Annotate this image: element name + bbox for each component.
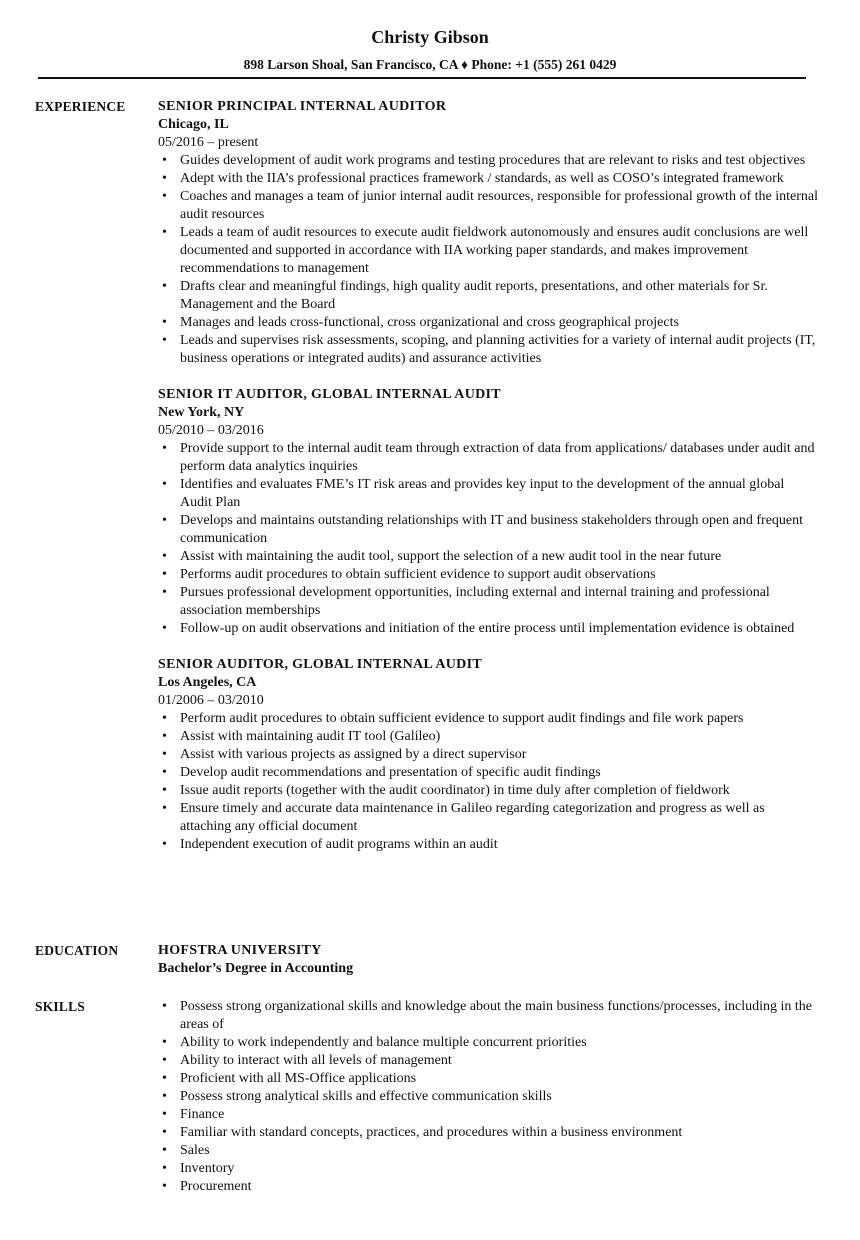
header-divider	[38, 77, 806, 79]
job-title: SENIOR IT AUDITOR, GLOBAL INTERNAL AUDIT	[158, 387, 501, 402]
skill-item: • Finance	[158, 1106, 818, 1124]
job-bullets	[158, 440, 818, 638]
degree: Bachelor’s Degree in Accounting	[158, 961, 354, 976]
job-title: SENIOR AUDITOR, GLOBAL INTERNAL AUDIT	[158, 657, 482, 672]
experience-heading: EXPERIENCE	[35, 99, 126, 114]
job-bullet: • Drafts clear and meaningful findings, high quality audit reports, presentations, and other materials for Sr. Management and the Board	[158, 278, 818, 314]
job-bullet: • Identifies and evaluates FME’s IT risk areas and provides key input to the development of the annual global Audit Plan	[158, 476, 818, 512]
job-bullet: • Guides development of audit work programs and testing procedures that are relevant to risks and test objectives	[158, 152, 818, 170]
job-bullet: • Performs audit procedures to obtain sufficient evidence to support audit observations	[158, 566, 818, 584]
education-heading: EDUCATION	[35, 943, 119, 958]
job-bullets	[158, 710, 818, 854]
skill-item: • Familiar with standard concepts, practices, and procedures within a business environment	[158, 1124, 818, 1142]
skill-item: • Possess strong analytical skills and effective communication skills	[158, 1088, 818, 1106]
skill-item: • Procurement	[158, 1178, 818, 1196]
job-dates: 05/2010 – 03/2016	[158, 423, 264, 438]
job-bullet: • Pursues professional development opportunities, including external and internal training and professional association memberships	[158, 584, 818, 620]
skills-body	[158, 998, 818, 1196]
job-location: Chicago, IL	[158, 117, 229, 132]
job-bullet: • Leads and supervises risk assessments, scoping, and planning activities for a variety of internal audit projects (IT, business operations or integrated audits) and assurance activities	[158, 332, 818, 368]
skill-item: • Ability to interact with all levels of management	[158, 1052, 818, 1070]
job-bullet: • Provide support to the internal audit team through extraction of data from applications/ databases under audit and perform data analytics inquiries	[158, 440, 818, 476]
job-bullets	[158, 152, 818, 368]
job-bullet: • Follow-up on audit observations and initiation of the entire process until implementation evidence is obtained	[158, 620, 818, 638]
job-entry	[158, 98, 818, 368]
job-bullet: • Perform audit procedures to obtain sufficient evidence to support audit findings and file work papers	[158, 710, 818, 728]
job-entry	[158, 656, 818, 854]
skills-heading: SKILLS	[35, 999, 85, 1014]
job-bullet: • Assist with various projects as assigned by a direct supervisor	[158, 746, 818, 764]
job-bullet: • Adept with the IIA’s professional practices framework / standards, as well as COSO’s integrated framework	[158, 170, 818, 188]
skill-item: • Inventory	[158, 1160, 818, 1178]
job-bullet: • Coaches and manages a team of junior internal audit resources, responsible for professional growth of the internal audit resources	[158, 188, 818, 224]
experience-body	[158, 98, 818, 872]
job-location: Los Angeles, CA	[158, 675, 257, 690]
job-bullet: • Independent execution of audit programs within an audit	[158, 836, 818, 854]
skill-item: • Sales	[158, 1142, 818, 1160]
job-bullet: • Leads a team of audit resources to execute audit fieldwork autonomously and ensures audit conclusions are well documented and supported in accordance with IIA working paper standards, and makes improvement recommendations to management	[158, 224, 818, 278]
job-bullet: • Assist with maintaining the audit tool, support the selection of a new audit tool in the near future	[158, 548, 818, 566]
resume-header	[0, 26, 860, 74]
job-bullet: • Ensure timely and accurate data maintenance in Galileo regarding categorization and progress as well as attaching any official document	[158, 800, 818, 836]
education-body	[158, 942, 818, 978]
job-bullet: • Assist with maintaining audit IT tool (Galileo)	[158, 728, 818, 746]
skill-item: • Possess strong organizational skills and knowledge about the main business functions/processes, including in the areas of	[158, 998, 818, 1034]
job-title: SENIOR PRINCIPAL INTERNAL AUDITOR	[158, 99, 447, 114]
candidate-name: Christy Gibson	[371, 27, 489, 47]
school-name: HOFSTRA UNIVERSITY	[158, 943, 322, 958]
job-location: New York, NY	[158, 405, 245, 420]
contact-line: 898 Larson Shoal, San Francisco, CA ♦ Phone: +1 (555) 261 0429	[243, 57, 617, 72]
job-bullet: • Develops and maintains outstanding relationships with IT and business stakeholders through open and frequent communication	[158, 512, 818, 548]
job-dates: 05/2016 – present	[158, 135, 259, 150]
job-entry	[158, 386, 818, 638]
skill-item: • Ability to work independently and balance multiple concurrent priorities	[158, 1034, 818, 1052]
job-bullet: • Develop audit recommendations and presentation of specific audit findings	[158, 764, 818, 782]
skill-item: • Proficient with all MS-Office applications	[158, 1070, 818, 1088]
skills-list	[158, 998, 818, 1196]
job-bullet: • Manages and leads cross-functional, cross organizational and cross geographical projects	[158, 314, 818, 332]
job-dates: 01/2006 – 03/2010	[158, 693, 264, 708]
job-bullet: • Issue audit reports (together with the audit coordinator) in time duly after completion of fieldwork	[158, 782, 818, 800]
